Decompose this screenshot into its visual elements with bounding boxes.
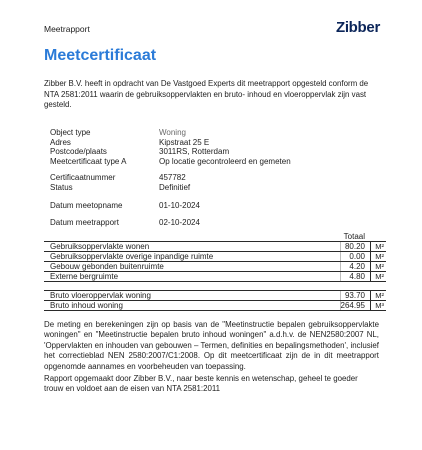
property-label: Postcode/plaats xyxy=(50,147,107,157)
zibber-logo: Zibber xyxy=(335,19,380,36)
property-row-certificate-type xyxy=(50,157,291,167)
property-value: Kipstraat 25 E xyxy=(159,137,210,147)
row-unit: M² xyxy=(375,242,384,251)
intro-paragraph: Zibber B.V. heeft in opdracht van De Vastgoed Experts dit meetrapport opgesteld conform de NTA 2581:2011 waarin de gebruiksoppervlakten en bruto- inhoud en vloeroppervlak zijn vast gesteld. xyxy=(44,79,369,110)
table-row-bruto xyxy=(44,290,386,300)
row-value: 0.00 xyxy=(349,252,365,261)
property-label: Certificaatnummer xyxy=(50,173,116,183)
property-value: Op locatie gecontroleerd en gemeten xyxy=(159,156,291,166)
row-value: 264.95 xyxy=(340,301,365,310)
property-label: Datum meetopname xyxy=(50,200,123,210)
property-value: 02-10-2024 xyxy=(159,218,200,228)
property-value: 457782 xyxy=(159,173,186,183)
property-label: Status xyxy=(50,182,73,192)
row-label: Gebruiksoppervlakte overige inpandige ruimte xyxy=(50,252,214,261)
property-list xyxy=(50,128,291,228)
table-row xyxy=(44,251,386,261)
table-row xyxy=(44,241,386,251)
row-value: 4.20 xyxy=(349,262,365,271)
page-title: Meetcertificaat xyxy=(44,47,157,64)
property-row-status xyxy=(50,183,291,193)
table-row xyxy=(44,271,386,282)
property-value: Definitief xyxy=(159,182,191,192)
property-label: Adres xyxy=(50,137,71,147)
property-value: 01-10-2024 xyxy=(159,200,200,210)
measurement-table xyxy=(44,231,386,311)
property-row-report-date xyxy=(50,218,291,228)
row-value: 80.20 xyxy=(344,242,365,251)
row-label: Gebouw gebonden buitenruimte xyxy=(50,262,164,271)
footer-paragraph: Rapport opgemaakt door Zibber B.V., naar beste kennis en wetenschap, geheel te goeder trouw en voldoet aan de eisen van NTA 2581:2011 xyxy=(44,374,358,394)
property-row-measure-date xyxy=(50,201,291,211)
row-value: 93.70 xyxy=(344,291,365,300)
property-row-certificate-number xyxy=(50,173,291,183)
row-value: 4.80 xyxy=(349,272,365,281)
row-unit: M³ xyxy=(375,301,384,310)
row-unit: M² xyxy=(375,291,384,300)
table-header xyxy=(44,231,386,241)
property-row-object-type xyxy=(50,128,291,138)
row-label: Gebruiksoppervlakte wonen xyxy=(50,242,150,251)
property-label: Datum meetrapport xyxy=(50,218,119,228)
row-label: Bruto inhoud woning xyxy=(50,301,123,310)
table-row xyxy=(44,261,386,271)
property-label: Meetcertificaat type A xyxy=(50,156,127,166)
row-label: Externe bergruimte xyxy=(50,272,119,281)
property-row-postcode xyxy=(50,147,291,157)
property-value: 3011RS, Rotterdam xyxy=(159,147,230,157)
row-label: Bruto vloeroppervlak woning xyxy=(50,291,151,300)
total-column-header: Totaal xyxy=(343,232,365,241)
row-unit: M² xyxy=(375,262,384,271)
report-type-label: Meetrapport xyxy=(44,24,90,34)
row-unit: M² xyxy=(375,252,384,261)
row-unit: M² xyxy=(375,272,384,281)
property-row-address xyxy=(50,138,291,148)
measurement-notes-paragraph: De meting en berekeningen zijn op basis van de "Meetinstructie bepalen gebruiksoppervlakte woningen" en "Meetinstructie bepalen bruto inhoud woningen" a.d.h.v. de NEN2580:2007 NL, 'Oppervlakten en inhouden van gebouwen – Termen, definities en bepalingsmethoden', inclusief het correctieblad NEN 2580:2007/C1:2008. Op dit meetcertificaat zijn de in dit meetrapport opgenomde aannames en voorbeheuden van toepassing. xyxy=(44,320,379,371)
property-label: Object type xyxy=(50,128,91,137)
table-row-bruto xyxy=(44,300,386,311)
property-value: Woning xyxy=(159,128,186,137)
